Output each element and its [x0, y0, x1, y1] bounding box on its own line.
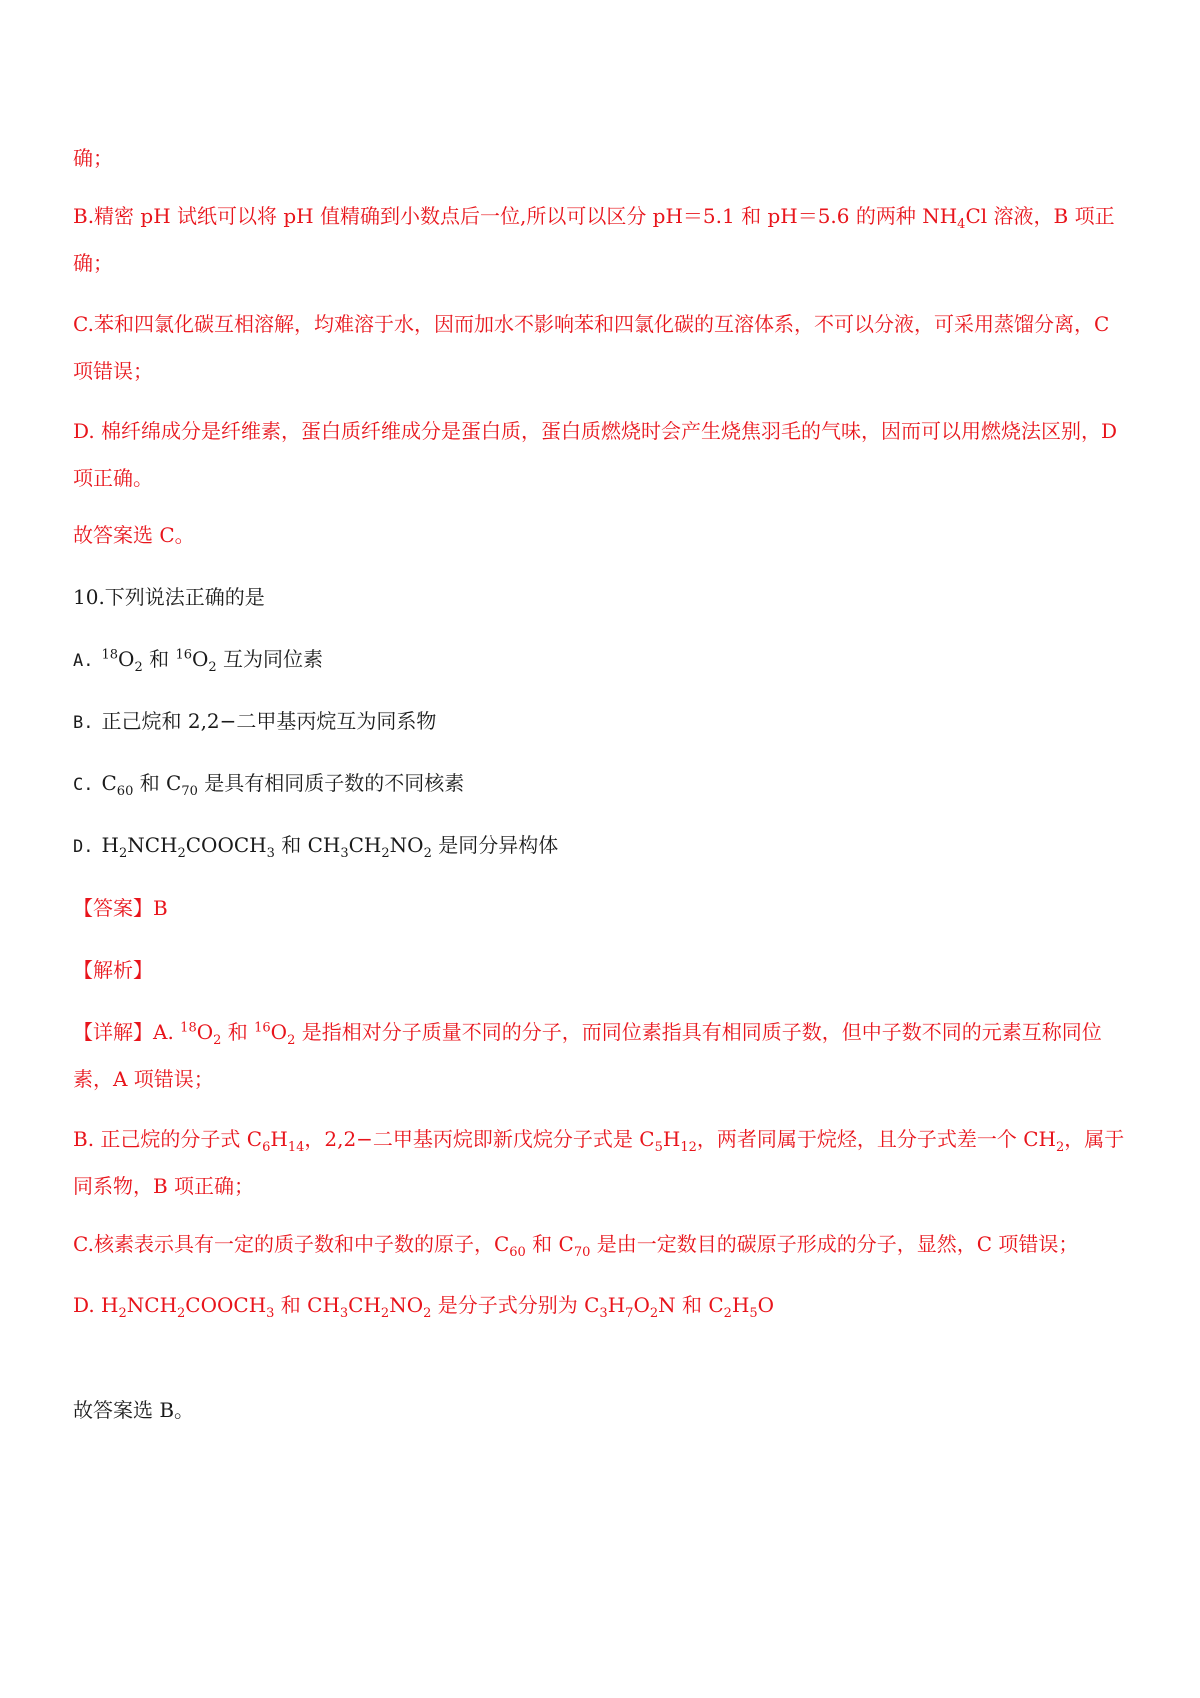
text-run: 3	[340, 846, 349, 861]
text-run: 18	[180, 1020, 197, 1036]
text-run: 14	[287, 1140, 305, 1155]
text-run: 是指相对分子质量不同的分子，而同位素指具有相同质子数，但中子数不同的元素互称同位素，A 项错误；	[73, 1020, 1102, 1091]
text-run: D. H	[73, 1293, 119, 1317]
text-run: C	[101, 771, 117, 795]
text-run: 5	[654, 1140, 663, 1155]
text-run: H	[662, 1127, 681, 1151]
detail-d	[73, 1282, 1133, 1329]
prev-explanation-b	[73, 193, 1133, 287]
text-run: COOCH	[185, 833, 267, 857]
text-run: O	[196, 1020, 214, 1044]
text-run: 70	[573, 1245, 591, 1260]
text-run: 和 CH	[274, 833, 341, 857]
text-run: 和	[142, 647, 176, 671]
detail-a	[73, 1009, 1133, 1103]
detail-c	[73, 1221, 1133, 1268]
text-run: D.	[73, 837, 94, 857]
text-run: NCH	[126, 1293, 178, 1317]
option-a	[73, 636, 1133, 685]
text-run: NO	[389, 833, 424, 857]
text-run: ，属于同系物，B 项正确；	[73, 1127, 1125, 1198]
text-run: 和 C	[525, 1232, 574, 1256]
text-run: 2	[118, 846, 128, 861]
text-run: B. 正己烷的分子式 C	[73, 1127, 263, 1151]
text-run: 7	[625, 1306, 634, 1321]
prev-explanation-tail	[73, 135, 1133, 182]
text-run: 是由一定数目的碳原子形成的分子，显然，C 项错误；	[590, 1232, 1079, 1256]
text-run: COOCH	[185, 1293, 267, 1317]
text-run: 16	[175, 647, 192, 663]
text-run: 是同分异构体	[431, 833, 559, 857]
text-run: 确；	[73, 146, 113, 170]
text-run: O	[757, 1293, 775, 1317]
text-run: 2	[1055, 1140, 1065, 1155]
prev-conclusion	[73, 512, 1133, 559]
text-run: 2	[723, 1306, 732, 1321]
text-run: 70	[181, 784, 198, 799]
text-run: 10.下列说法正确的是	[73, 585, 265, 609]
text-run: 12	[680, 1140, 697, 1155]
text-run: B.精密 pH 试纸可以将 pH 值精确到小数点后一位,所以可以区分 pH＝5.1 和 pH＝5.6 的两种 NH	[73, 204, 958, 228]
text-run: CH	[348, 1293, 381, 1317]
text-run: 16	[254, 1020, 271, 1036]
text-run: 4	[957, 217, 966, 232]
text-run: O	[191, 647, 209, 671]
text-run: 2	[177, 1306, 186, 1321]
text-run: NCH	[127, 833, 178, 857]
text-run: O	[118, 647, 135, 671]
text-run: C.苯和四氯化碳互相溶解，均难溶于水，因而加水不影响苯和四氯化碳的互溶体系，不可以分液，可采用蒸馏分离，C 项错误；	[73, 312, 1110, 383]
text-run: 2	[287, 1033, 296, 1048]
detail-b	[73, 1116, 1133, 1210]
text-run: 2	[208, 660, 217, 675]
option-c	[73, 760, 1133, 809]
text-run: 和 CH	[274, 1293, 340, 1317]
text-run: 【解析】	[73, 958, 153, 982]
text-run: C.	[73, 775, 94, 795]
text-run: 【详解】A.	[73, 1020, 181, 1044]
text-run: 正己烷和 2,2−二甲基丙烷互为同系物	[101, 709, 437, 733]
text-run: 和 C	[133, 771, 182, 795]
text-run: 互为同位素	[216, 647, 324, 671]
prev-explanation-d	[73, 408, 1133, 502]
text-run: CH	[348, 833, 382, 857]
text-run: H	[101, 833, 119, 857]
text-run: D. 棉纤绵成分是纤维素，蛋白质纤维成分是蛋白质，蛋白质燃烧时会产生烧焦羽毛的气味，因而可以用燃烧法区别，D 项正确。	[73, 419, 1118, 490]
text-run: C.核素表示具有一定的质子数和中子数的原子，C	[73, 1232, 510, 1256]
final-conclusion	[73, 1387, 1133, 1434]
text-run: H	[731, 1293, 750, 1317]
text-run: 是具有相同质子数的不同核素	[197, 771, 465, 795]
text-run: 18	[101, 647, 119, 663]
text-run: 2	[118, 1306, 127, 1321]
text-run: 60	[116, 784, 134, 799]
text-run: O	[633, 1293, 650, 1317]
text-run: H	[607, 1293, 626, 1317]
text-run: 2	[134, 660, 143, 675]
text-run: 2	[423, 1306, 432, 1321]
text-run: 2	[380, 1306, 390, 1321]
text-run: 3	[266, 846, 275, 861]
text-run: N 和 C	[658, 1293, 724, 1317]
text-run: 3	[266, 1306, 275, 1321]
text-run: B.	[73, 713, 94, 733]
answer-label	[73, 885, 1133, 932]
text-run: 3	[599, 1306, 608, 1321]
text-run: H	[270, 1127, 288, 1151]
text-run: 2	[649, 1306, 659, 1321]
text-run: 是分子式分别为 C	[431, 1293, 600, 1317]
text-run: 2	[381, 846, 390, 861]
text-run: 60	[509, 1245, 526, 1260]
text-run: ，两者同属于烷烃，且分子式差一个 CH	[696, 1127, 1056, 1151]
analysis-label	[73, 947, 1133, 994]
text-run: O	[270, 1020, 288, 1044]
text-run: 5	[749, 1306, 758, 1321]
text-run: 2	[213, 1033, 222, 1048]
text-run: 【答案】B	[73, 896, 168, 920]
text-run: 6	[262, 1140, 271, 1155]
text-run: 故答案选 C。	[73, 523, 195, 547]
text-run: 和	[221, 1020, 255, 1044]
text-run: 3	[339, 1306, 349, 1321]
text-run: ，2,2−二甲基丙烷即新戊烷分子式是 C	[304, 1127, 655, 1151]
option-b	[73, 698, 1133, 747]
text-run: NO	[389, 1293, 424, 1317]
text-run: 2	[423, 846, 432, 861]
text-run: Cl 溶液，B 项正确；	[73, 204, 1115, 275]
prev-explanation-c	[73, 301, 1133, 395]
question-stem	[73, 574, 1133, 621]
option-d	[73, 822, 1133, 871]
text-run: 2	[177, 846, 186, 861]
text-run: 故答案选 B。	[73, 1398, 195, 1422]
text-run: A.	[73, 651, 94, 671]
